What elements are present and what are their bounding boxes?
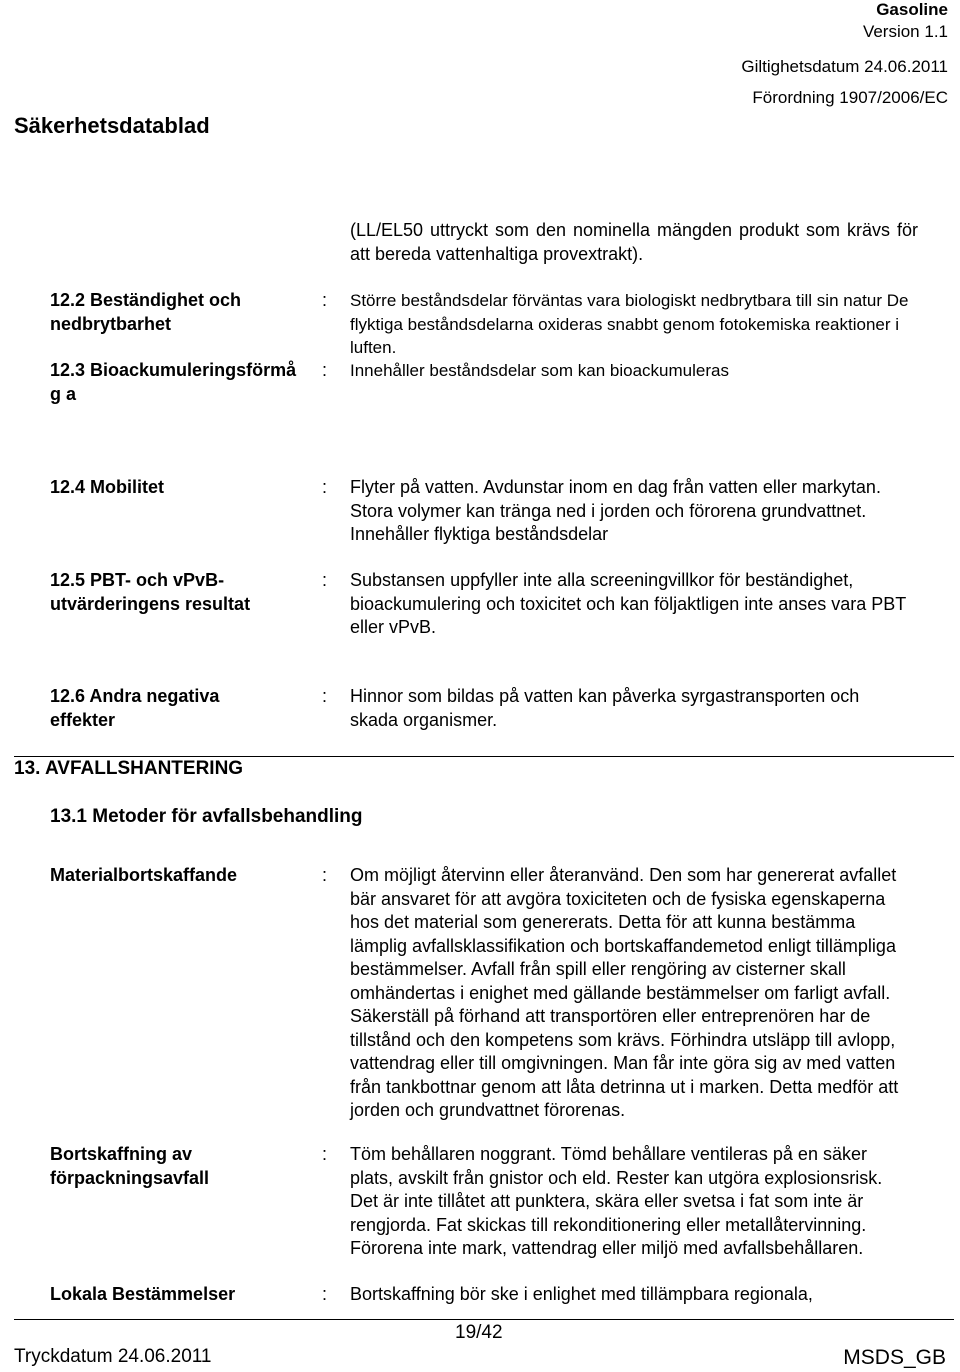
material-disposal-colon: :: [322, 865, 328, 885]
print-date: Tryckdatum 24.06.2011: [14, 1346, 212, 1367]
local-regulations-colon: :: [322, 1284, 328, 1304]
section-12-5-text: Substansen uppfyller inte alla screeningvillkor för beständighet, bioackumulering och toxicitet och kan följaktligen inte anses vara PBT eller vPvB.: [350, 570, 906, 637]
material-disposal-label: Materialbortskaffande: [50, 865, 238, 885]
section-12-4-text: Flyter på vatten. Avdunstar inom en dag från vatten eller markytan. Stora volymer kan tränga ned i jorden och förorena grundvattnet. Innehåller flyktiga beståndsdelar: [350, 477, 881, 544]
section-12-3-colon: :: [322, 360, 328, 380]
section-13-1-title: 13.1 Metoder för avfallsbehandling: [50, 806, 363, 827]
validity-date: Giltighetsdatum 24.06.2011: [741, 57, 948, 76]
local-regulations-text: Bortskaffning bör ske i enlighet med tillämpbara regionala,: [350, 1284, 813, 1304]
packaging-disposal-label: Bortskaffning av förpackningsavfall: [50, 1144, 210, 1188]
page-number: 19/42: [455, 1322, 503, 1343]
section-12-6-text: Hinnor som bildas på vatten kan påverka syrgastransporten och skada organismer.: [350, 686, 860, 730]
section-12-5-label: 12.5 PBT- och vPvB-utvärderingens resultat: [50, 570, 251, 614]
section-12-2-text: Större beståndsdelar förväntas vara biologiskt nedbrytbara till sin natur De flyktiga beståndsdelarna oxideras snabbt genom fotokemiska reaktioner i luften.: [350, 291, 909, 357]
section-12-4-colon: :: [322, 477, 328, 497]
section-12-3-text: Innehåller beståndsdelar som kan bioackumuleras: [350, 361, 729, 380]
intro-paragraph: (LL/EL50 uttryckt som den nominella mängden produkt som krävs för att bereda vattenhaltiga provextrakt).: [350, 220, 918, 264]
document-code: MSDS_GB: [843, 1346, 946, 1369]
section-12-2-colon: :: [322, 290, 328, 310]
regulation-label: Förordning 1907/2006/EC: [752, 88, 948, 107]
section-12-3-label: 12.3 Bioackumuleringsförmåg a: [50, 360, 297, 404]
section-12-2-label: 12.2 Beständighet och nedbrytbarhet: [50, 290, 242, 334]
packaging-disposal-text: Töm behållaren noggrant. Tömd behållare ventileras på en säker plats, avskilt från gnistor och eld. Rester kan utgöra explosionsrisk. Det är inte tillåtet att punktera, skära eller svetsa i fat som inte är rengjorda. Fat skickas till rekonditionering eller metallåtervinning. Förorena inte mark, vattendrag eller miljö med avfallsbehållaren.: [350, 1144, 883, 1258]
section-divider: [14, 756, 954, 757]
section-13-title: 13. AVFALLSHANTERING: [14, 758, 244, 779]
section-12-4-label: 12.4 Mobilitet: [50, 477, 165, 497]
section-12-6-label: 12.6 Andra negativa effekter: [50, 686, 220, 730]
section-12-6-colon: :: [322, 686, 328, 706]
document-title: Säkerhetsdatablad: [14, 113, 210, 138]
packaging-disposal-colon: :: [322, 1144, 328, 1164]
material-disposal-text: Om möjligt återvinn eller återanvänd. Den som har genererat avfallet bär ansvaret för att avgöra toxiciteten och de fysiska egenskaperna hos det material som genererats. Detta för att kunna bestämma lämplig avfallsklassifikation och bortskaffandemetod enligt tillämpliga bestämmelser. Avfall från spill eller rengöring av cisterner skall omhändertas i enighet med gällande bestämmelser om farligt avfall. Säkerställ på förhand att transportören eller entreprenören har de tillstånd och den kompetens som krävs. Förhindra utsläpp till avlopp, vattendrag eller till omgivningen. Man får inte göra sig av med vatten från tankbottnar genom att låta detrinna ut i marken. Detta medför att jorden och grundvattnet förorenas.: [350, 865, 899, 1120]
footer-divider: [14, 1319, 954, 1320]
product-name: Gasoline: [876, 0, 948, 19]
version-label: Version 1.1: [862, 22, 948, 41]
local-regulations-label: Lokala Bestämmelser: [50, 1284, 236, 1304]
section-12-5-colon: :: [322, 570, 328, 590]
